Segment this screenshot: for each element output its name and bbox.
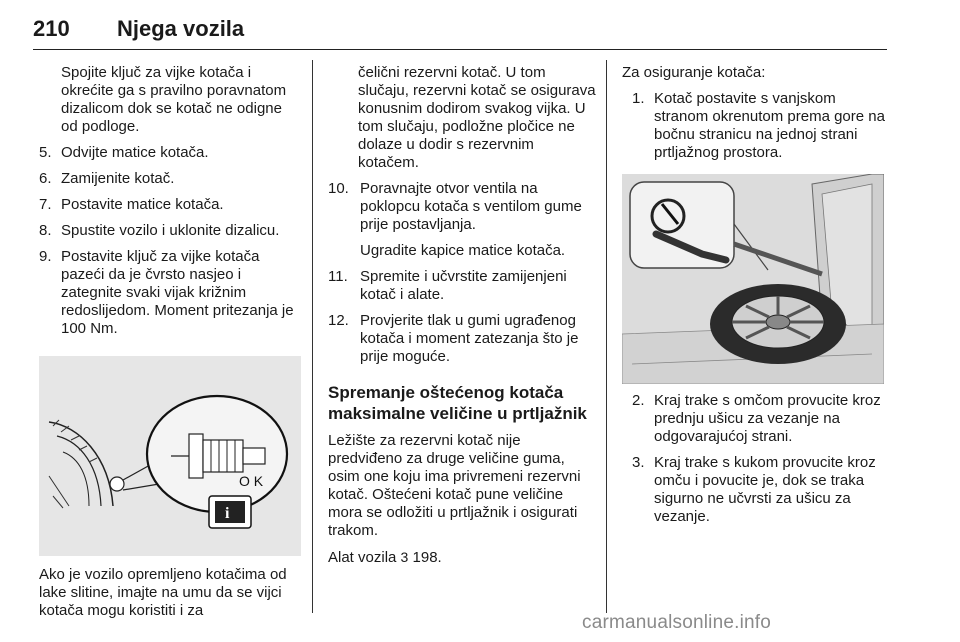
step-number: 9. xyxy=(39,248,52,265)
tool-reference[interactable] xyxy=(328,548,596,567)
step-9 xyxy=(39,248,301,338)
step-number: 5. xyxy=(39,144,52,161)
step-text: Provjerite tlak u gumi ugrađenog kotača i moment zatezanja što je prije moguće. xyxy=(360,312,579,365)
column-1 xyxy=(39,64,301,620)
section-paragraph: Ležište za rezervni kotač nije predviđeno za druge veličine guma, osim one koju ima privremeni rezervni kotač. Oštećeni kotač pune veličine mora se odložiti u prtljažnik i osigurati trakom. xyxy=(328,432,581,539)
page-title: Njega vozila xyxy=(117,16,245,41)
step-3 xyxy=(632,454,888,526)
step-subtext: Ugradite kapice matice kotača. xyxy=(360,242,566,259)
step-number: 11. xyxy=(328,268,348,285)
step-text: Postavite matice kotača. xyxy=(61,196,224,213)
watermark: carmanualsonline.info xyxy=(582,612,772,633)
step-11 xyxy=(328,268,596,304)
step-text: Kraj trake s omčom provucite kroz prednju ušicu za vezanje na odgovarajućoj strani. xyxy=(654,392,881,445)
step-8 xyxy=(39,222,301,240)
tool-reference-text: Alat vozila xyxy=(328,549,397,566)
page-number: 210 xyxy=(33,16,70,41)
step-number: 7. xyxy=(39,196,52,213)
step-6 xyxy=(39,170,301,188)
step-number: 8. xyxy=(39,222,52,239)
text-continuation: čelični rezervni kotač. U tom slučaju, rezervni kotač se osigurava konusnim dodirom svakog vijka. U tom slučaju, podložne pločice ne dolaze u dodir s rezervnim kotačem. xyxy=(358,64,596,171)
svg-text:i: i xyxy=(225,505,230,522)
step-text: Spustite vozilo i uklonite dizalicu. xyxy=(61,222,280,239)
step-continuation: Spojite ključ za vijke kotača i okrećite ga s pravilno poravnatom dizalicom dok se kotač ne odigne od podloge. xyxy=(61,64,287,135)
step-number: 1. xyxy=(632,90,645,107)
wheel-bolt-illustration xyxy=(39,356,301,556)
section-lead: Za osiguranje kotača: xyxy=(622,64,766,81)
step-2 xyxy=(632,392,888,446)
step-text: Kotač postavite s vanjskom stranom okrenutom prema gore na bočnu stranicu na jednoj strani prtljažnog prostora. xyxy=(654,90,885,161)
step-10 xyxy=(328,180,596,260)
tool-reference-page[interactable]: 198. xyxy=(412,549,442,566)
column-divider-right xyxy=(606,60,607,613)
step-text: Poravnajte otvor ventila na poklopcu kotača s ventilom gume prije postavljanja. xyxy=(360,180,582,233)
step-number: 6. xyxy=(39,170,52,187)
step-text: Zamijenite kotač. xyxy=(61,170,175,187)
column-2 xyxy=(328,64,596,567)
column-3 xyxy=(622,64,888,526)
step-number: 12. xyxy=(328,312,349,329)
step-text: Odvijte matice kotača. xyxy=(61,144,209,161)
step-text: Postavite ključ za vijke kotača pazeći da je čvrsto nasjeo i zategnite svaki vijak križnim redoslijedom. Moment pritezanja je 100 Nm. xyxy=(61,248,294,337)
step-1 xyxy=(632,90,888,162)
step-12 xyxy=(328,312,596,366)
trunk-strap-drawing xyxy=(622,174,884,384)
column-divider-left xyxy=(312,60,313,613)
step-number: 3. xyxy=(632,454,645,471)
page-header xyxy=(33,14,887,50)
step-text: Spremite i učvrstite zamijenjeni kotač i alate. xyxy=(360,268,567,303)
step-number: 2. xyxy=(632,392,645,409)
figure-caption: Ako je vozilo opremljeno kotačima od lake slitine, imajte na umu da se vijci kotača mogu koristiti i za xyxy=(39,566,287,619)
trunk-strap-illustration xyxy=(622,174,884,384)
page-ref-arrow-icon: 3 xyxy=(400,549,409,565)
step-number: 10. xyxy=(328,180,349,197)
ok-label: O K xyxy=(239,473,264,489)
wheel-bolt-drawing xyxy=(39,356,301,556)
step-text: Kraj trake s kukom provucite kroz omču i povucite je, dok se traka sigurno ne učvrsti za ušicu za vezanje. xyxy=(654,454,876,525)
section-heading: Spremanje oštećenog kotača maksimalne veličine u prtljažnik xyxy=(328,383,587,423)
step-7 xyxy=(39,196,301,214)
step-5 xyxy=(39,144,301,162)
